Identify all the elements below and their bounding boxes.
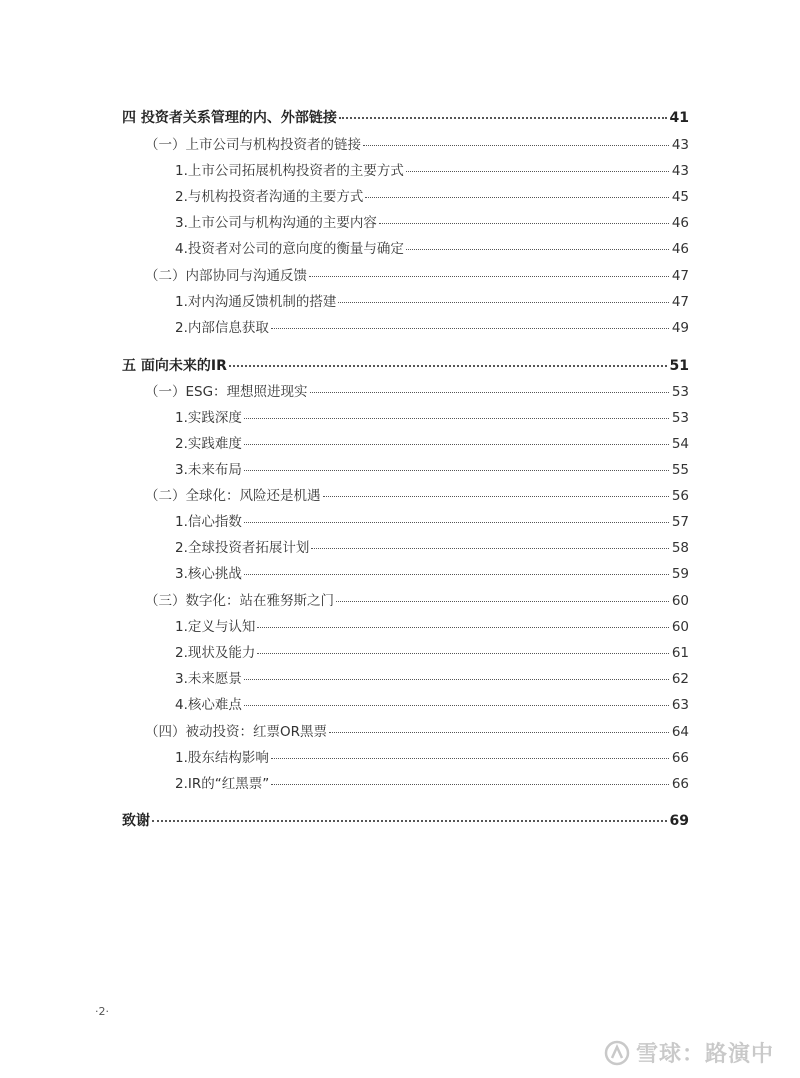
toc-leader-dots xyxy=(229,365,667,367)
toc-entry-page: 58 xyxy=(671,540,689,556)
toc-entry-title: 1.上市公司拓展机构投资者的主要方式 xyxy=(175,163,404,179)
page-number: ·2· xyxy=(95,1005,109,1018)
toc-entry-title: （二）全球化：风险还是机遇 xyxy=(145,488,321,504)
toc-entry-page: 59 xyxy=(671,566,689,582)
toc-entry-title: 四 投资者关系管理的内、外部链接 xyxy=(122,110,337,126)
toc-entry xyxy=(175,539,689,557)
toc-leader-dots xyxy=(363,145,669,146)
toc-entry-title: （一）上市公司与机构投资者的链接 xyxy=(145,137,361,153)
toc-leader-dots xyxy=(257,653,668,654)
toc-entry-page: 62 xyxy=(671,671,689,687)
toc-entry-page: 64 xyxy=(671,724,689,740)
toc-entry-title: 五 面向未来的IR xyxy=(122,358,227,374)
toc-leader-dots xyxy=(406,171,669,172)
toc-leader-dots xyxy=(271,758,669,759)
toc-entry xyxy=(145,383,689,401)
toc-entry-page: 46 xyxy=(671,215,689,231)
toc-entry-page: 61 xyxy=(671,645,689,661)
toc-entry xyxy=(122,109,689,127)
toc-leader-dots xyxy=(336,601,669,602)
toc-entry-title: 2.实践难度 xyxy=(175,436,242,452)
toc-entry xyxy=(175,618,689,636)
toc-entry-title: 3.上市公司与机构沟通的主要内容 xyxy=(175,215,377,231)
toc-entry-page: 63 xyxy=(671,697,689,713)
watermark xyxy=(604,1037,774,1068)
toc-leader-dots xyxy=(310,392,669,393)
toc-entry-title: 2.现状及能力 xyxy=(175,645,256,661)
toc-entry xyxy=(175,749,689,767)
toc-entry-title: （一）ESG：理想照进现实 xyxy=(145,384,308,400)
toc-leader-dots xyxy=(311,548,668,549)
toc-entry xyxy=(175,696,689,714)
toc-leader-dots xyxy=(365,197,668,198)
toc-entry-page: 47 xyxy=(671,268,689,284)
toc-entry-title: 1.定义与认知 xyxy=(175,619,256,635)
toc-leader-dots xyxy=(379,223,669,224)
toc-entry-page: 54 xyxy=(671,436,689,452)
toc-entry xyxy=(175,565,689,583)
toc-entry xyxy=(145,723,689,741)
toc-entry xyxy=(122,357,689,375)
toc-entry-page: 66 xyxy=(671,750,689,766)
toc-leader-dots xyxy=(244,418,669,419)
toc-leader-dots xyxy=(244,679,669,680)
toc-entry xyxy=(175,461,689,479)
toc-entry-title: 1.信心指数 xyxy=(175,514,242,530)
toc-entry xyxy=(175,513,689,531)
toc-entry-title: （三）数字化：站在雅努斯之门 xyxy=(145,593,334,609)
toc-entry xyxy=(175,293,689,311)
toc-entry xyxy=(145,592,689,610)
toc-leader-dots xyxy=(244,470,669,471)
toc-entry-title: 2.与机构投资者沟通的主要方式 xyxy=(175,189,364,205)
toc-entry-title: 3.未来布局 xyxy=(175,462,242,478)
toc-leader-dots xyxy=(244,522,669,523)
toc-entry xyxy=(145,136,689,154)
toc-entry-page: 41 xyxy=(669,110,689,126)
toc-leader-dots xyxy=(257,627,668,628)
toc-entry-title: 1.实践深度 xyxy=(175,410,242,426)
toc-leader-dots xyxy=(406,249,669,250)
toc-leader-dots xyxy=(309,276,669,277)
toc-entry-page: 43 xyxy=(671,163,689,179)
toc-entry-page: 53 xyxy=(671,384,689,400)
toc-entry-page: 43 xyxy=(671,137,689,153)
toc-leader-dots xyxy=(271,784,669,785)
toc-entry-page: 66 xyxy=(671,776,689,792)
toc-entry xyxy=(175,409,689,427)
toc-leader-dots xyxy=(271,328,669,329)
watermark-text: 雪球：路演中 xyxy=(635,1042,774,1067)
toc-entry xyxy=(145,487,689,505)
toc-entry-title: （二）内部协同与沟通反馈 xyxy=(145,268,307,284)
toc-leader-dots xyxy=(244,574,669,575)
toc-entry xyxy=(145,267,689,285)
toc-entry-page: 60 xyxy=(671,619,689,635)
toc-entry-page: 49 xyxy=(671,320,689,336)
toc-entry xyxy=(175,644,689,662)
toc-leader-dots xyxy=(338,302,668,303)
toc-leader-dots xyxy=(152,820,667,822)
toc-leader-dots xyxy=(329,732,669,733)
toc-entry-page: 46 xyxy=(671,241,689,257)
toc-entry xyxy=(175,240,689,258)
toc-entry-page: 53 xyxy=(671,410,689,426)
toc-entry-page: 56 xyxy=(671,488,689,504)
toc-entry-title: 2.IR的“红黑票” xyxy=(175,776,270,792)
toc-entry-page: 60 xyxy=(671,593,689,609)
toc-entry-title: 1.对内沟通反馈机制的搭建 xyxy=(175,294,337,310)
toc-entry xyxy=(175,188,689,206)
toc-entry-title: 3.未来愿景 xyxy=(175,671,242,687)
toc-entry xyxy=(175,435,689,453)
toc-entry xyxy=(175,319,689,337)
toc-entry-title: 4.投资者对公司的意向度的衡量与确定 xyxy=(175,241,404,257)
toc-entry xyxy=(175,214,689,232)
toc-entry-page: 45 xyxy=(671,189,689,205)
toc-entry-page: 47 xyxy=(671,294,689,310)
toc-entry xyxy=(122,812,689,830)
toc-entry xyxy=(175,162,689,180)
toc-entry-page: 69 xyxy=(669,813,689,829)
toc-leader-dots xyxy=(244,705,669,706)
toc-entry-title: （四）被动投资：红票OR黑票 xyxy=(145,724,328,740)
toc-entry xyxy=(175,670,689,688)
toc-entry-page: 57 xyxy=(671,514,689,530)
toc-leader-dots xyxy=(323,496,669,497)
toc-entry-title: 4.核心难点 xyxy=(175,697,242,713)
toc-entry-title: 2.全球投资者拓展计划 xyxy=(175,540,310,556)
toc-entry-title: 3.核心挑战 xyxy=(175,566,242,582)
toc-entry-title: 1.股东结构影响 xyxy=(175,750,269,766)
xueqiu-logo-icon xyxy=(604,1040,630,1066)
toc-entry xyxy=(175,775,689,793)
toc-entry-title: 致谢 xyxy=(122,813,150,829)
toc-entry-title: 2.内部信息获取 xyxy=(175,320,269,336)
toc-entry-page: 51 xyxy=(669,358,689,374)
toc-leader-dots xyxy=(244,444,669,445)
toc-leader-dots xyxy=(339,117,667,119)
toc-entry-page: 55 xyxy=(671,462,689,478)
